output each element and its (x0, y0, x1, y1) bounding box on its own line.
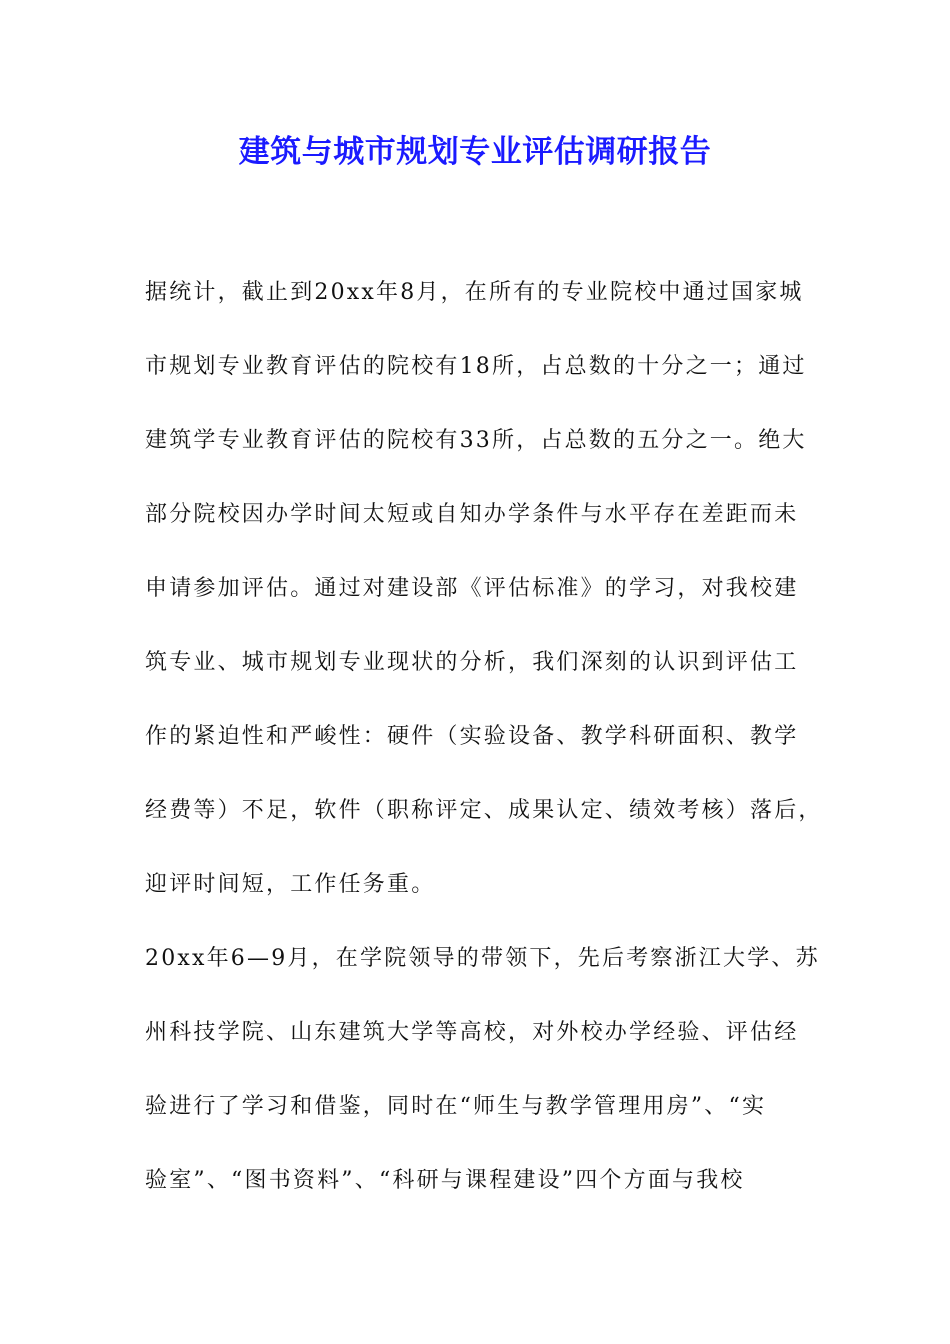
body-line: 作的紧迫性和严峻性：硬件（实验设备、教学科研面积、教学 (145, 724, 799, 749)
body-line: 筑专业、城市规划专业现状的分析，我们深刻的认识到评估工 (145, 650, 799, 675)
body-line: 申请参加评估。通过对建设部《评估标准》的学习，对我校建 (145, 576, 799, 601)
body-line: 据统计，截止到20xx年8月，在所有的专业院校中通过国家城 (145, 280, 804, 305)
document-title: 建筑与城市规划专业评估调研报告 (238, 134, 712, 170)
body-line: 经费等）不足，软件（职称评定、成果认定、绩效考核）落后， (145, 798, 823, 823)
body-line: 验进行了学习和借鉴，同时在“师生与教学管理用房”、“实 (145, 1094, 767, 1119)
body-line: 20xx年6—9月，在学院领导的带领下，先后考察浙江大学、苏 (145, 946, 820, 971)
body-line: 迎评时间短，工作任务重。 (145, 872, 436, 897)
body-line: 市规划专业教育评估的院校有18所，占总数的十分之一；通过 (145, 354, 807, 379)
body-line: 验室”、“图书资料”、“科研与课程建设”四个方面与我校 (145, 1168, 745, 1193)
body-line: 部分院校因办学时间太短或自知办学条件与水平存在差距而未 (145, 502, 799, 527)
body-line: 州科技学院、山东建筑大学等高校，对外校办学经验、评估经 (145, 1020, 799, 1045)
document-body (145, 256, 835, 1218)
body-line: 建筑学专业教育评估的院校有33所，占总数的五分之一。绝大 (145, 428, 807, 453)
